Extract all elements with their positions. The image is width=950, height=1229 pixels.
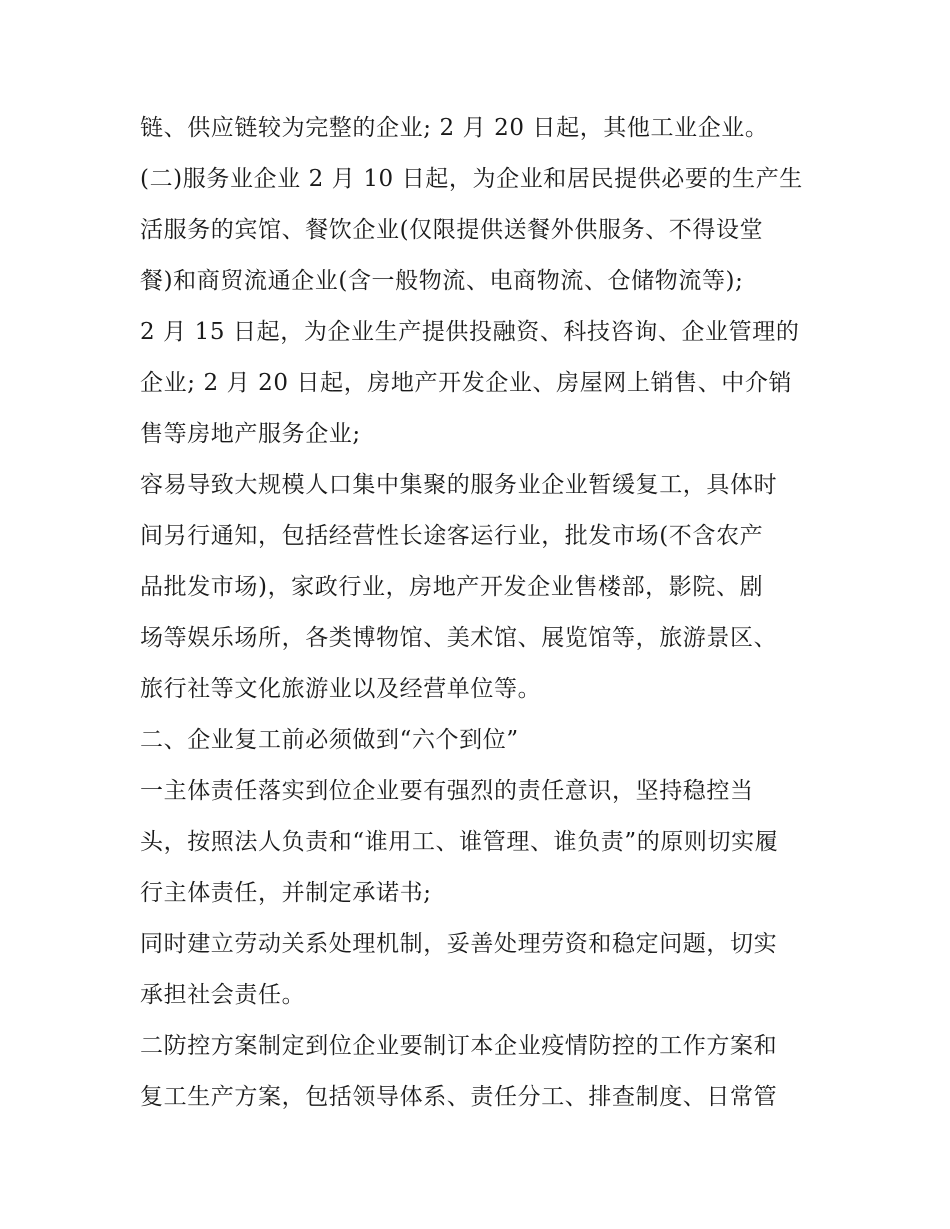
section-heading: 二、企业复工前必须做到“六个到位” [140,727,519,753]
text-line: 品批发市场)，家政行业，房地产开发企业售楼部，影院、剧 [140,574,764,600]
text-line: 同时建立劳动关系处理机制，妥善处理劳资和稳定问题，切实 [140,931,778,957]
text-line: 场等娱乐场所，各类博物馆、美术馆、展览馆等，旅游景区、 [140,625,778,651]
document-body [140,103,820,1123]
text-line: 容易导致大规模人口集中集聚的服务业企业暂缓复工，具体时 [140,472,778,498]
text-line: 活服务的宾馆、餐饮企业(仅限提供送餐外供服务、不得设堂 [140,217,764,243]
text-line: 企业; 2 月 20 日起，房地产开发企业、房屋网上销售、中介销 [140,370,793,396]
text-line: 头，按照法人负责和“谁用工、谁管理、谁负责”的原则切实履 [140,829,779,855]
text-line: 行主体责任，并制定承诺书; [140,880,432,906]
text-line: 复工生产方案，包括领导体系、责任分工、排查制度、日常管 [140,1084,778,1110]
text-line: 售等房地产服务企业; [140,421,361,447]
text-line: 餐)和商贸流通企业(含一般物流、电商物流、仓储物流等); [140,268,744,294]
text-line: 二防控方案制定到位企业要制订本企业疫情防控的工作方案和 [140,1033,778,1059]
text-line: (二)服务业企业 2 月 10 日起，为企业和居民提供必要的生产生 [140,166,803,192]
text-line: 一主体责任落实到位企业要有强烈的责任意识，坚持稳控当 [140,778,754,804]
text-line: 2 月 15 日起，为企业生产提供投融资、科技咨询、企业管理的 [140,319,800,345]
text-line: 承担社会责任。 [140,982,306,1008]
text-line: 链、供应链较为完整的企业; 2 月 20 日起，其他工业企业。 [140,115,769,141]
text-line: 旅行社等文化旅游业以及经营单位等。 [140,676,542,702]
text-line: 间另行通知，包括经营性长途客运行业，批发市场(不含农产 [140,523,764,549]
